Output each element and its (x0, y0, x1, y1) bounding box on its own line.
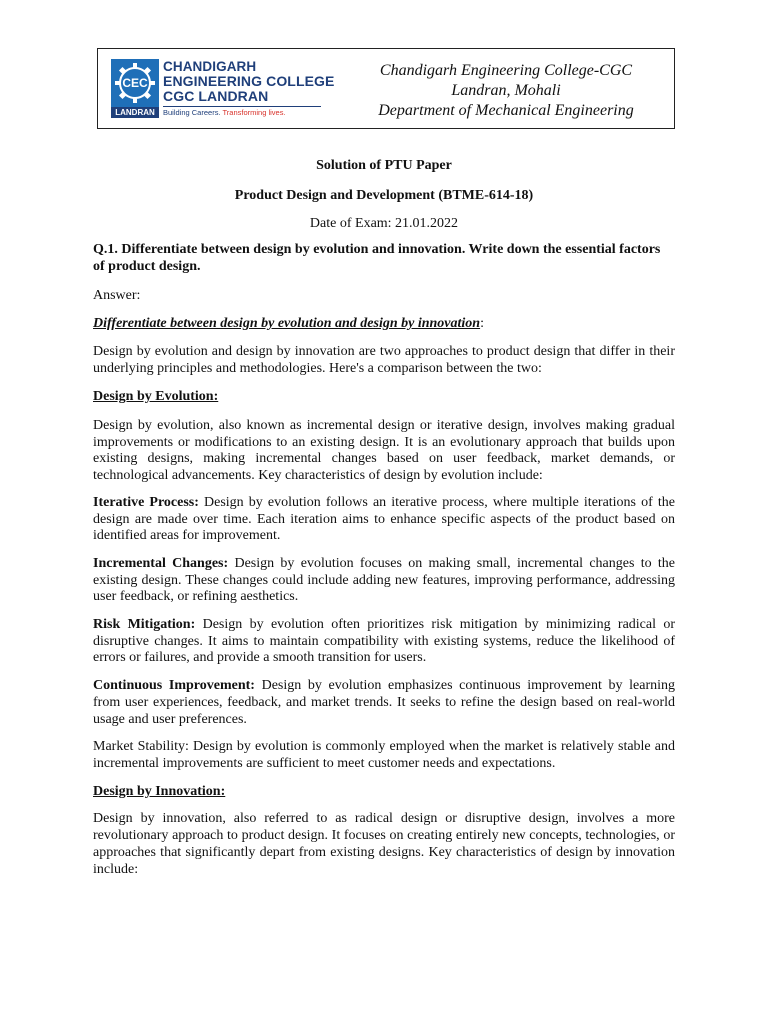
question-1: Q.1. Differentiate between design by evolution and innovation. Write down the essential factors of product design. (93, 242, 661, 274)
point-text: Design by evolution emphasizes continuous improvement by learning from user experiences, feedback, and market trends. It seeks to refine the design based on real-world usage and user preferences. (93, 678, 676, 727)
diff-heading-text: Differentiate between design by evolution and design by innovation (93, 316, 481, 332)
logo-line-3: CGC LANDRAN (163, 88, 269, 104)
point-incremental-changes (93, 556, 675, 606)
doc-subject: Product Design and Development (BTME-614-18) (234, 187, 534, 203)
innovation-heading: Design by Innovation: (93, 783, 226, 799)
point-term: Iterative Process: (93, 494, 199, 510)
point-text: Design by evolution often prioritizes risk mitigation by minimizing radical or disruptive changes. It aims to maintain compatibility with existing systems, reduce the likelihood of errors or failures, and provide a smooth transition for users. (93, 617, 676, 666)
college-location: Landran, Mohali (451, 82, 561, 99)
logo-emblem-text: CEC (122, 76, 148, 90)
point-term: Incremental Changes: (93, 555, 229, 571)
point-term: Risk Mitigation: (93, 617, 196, 633)
point-continuous-improvement (93, 678, 675, 728)
college-logo (111, 59, 335, 117)
tagline-part-2: Transforming lives. (222, 108, 286, 117)
doc-title: Solution of PTU Paper (316, 158, 452, 173)
point-text: Design by evolution focuses on making small, incremental changes to the existing design. These changes could include adding new features, improving performance, addressing user feedback, or refining aesthetics. (93, 555, 676, 605)
point-iterative-process (93, 495, 675, 545)
point-risk-mitigation (93, 617, 675, 667)
letterhead (97, 48, 675, 129)
market-stability-paragraph: Market Stability: Design by evolution is commonly employed when the market is relatively stable and incremental improvements are sufficient to meet customer needs and expectations. (93, 739, 675, 771)
tagline-part-1: Building Careers. (163, 108, 223, 117)
diff-heading (93, 316, 675, 333)
college-name: Chandigarh Engineering College-CGC (379, 62, 633, 79)
point-text: Design by evolution follows an iterative process, where multiple iterations of the design are made over time. Each iteration aims to enhance specific aspects of the product based on identified areas for improvement. (93, 494, 675, 544)
evolution-description: Design by evolution, also known as incremental design or iterative design, involves making gradual improvements or modifications to an existing design. It is an evolutionary approach that builds upon existing designs, making incremental changes based on user feedback, market demands, or technological advancements. Key characteristics of design by evolution include: (93, 418, 675, 484)
logo-divider (163, 106, 321, 107)
logo-line-1: CHANDIGARH (163, 59, 257, 74)
college-info (348, 61, 664, 121)
document-body (93, 148, 675, 878)
answer-label: Answer: (93, 287, 141, 303)
evolution-heading: Design by Evolution: (93, 389, 219, 405)
gear-emblem-icon (111, 59, 159, 107)
logo-landran-label: LANDRAN (111, 107, 159, 118)
department-name: Department of Mechanical Engineering (378, 102, 634, 119)
diff-heading-colon: : (480, 316, 484, 332)
innovation-description: Design by innovation, also referred to as radical design or disruptive design, involves a more revolutionary approach to product design. It focuses on creating entirely new concepts, technologies, or approaches that significantly depart from existing designs. Key characteristics of design by innovation include: (93, 811, 675, 877)
point-term: Continuous Improvement: (93, 678, 255, 694)
exam-date: Date of Exam: 21.01.2022 (309, 216, 459, 232)
logo-line-2: ENGINEERING COLLEGE (163, 73, 335, 89)
intro-paragraph: Design by evolution and design by innovation are two approaches to product design that differ in their underlying principles and methodologies. Here's a comparison between the two: (93, 343, 675, 376)
logo-tagline (163, 108, 286, 117)
